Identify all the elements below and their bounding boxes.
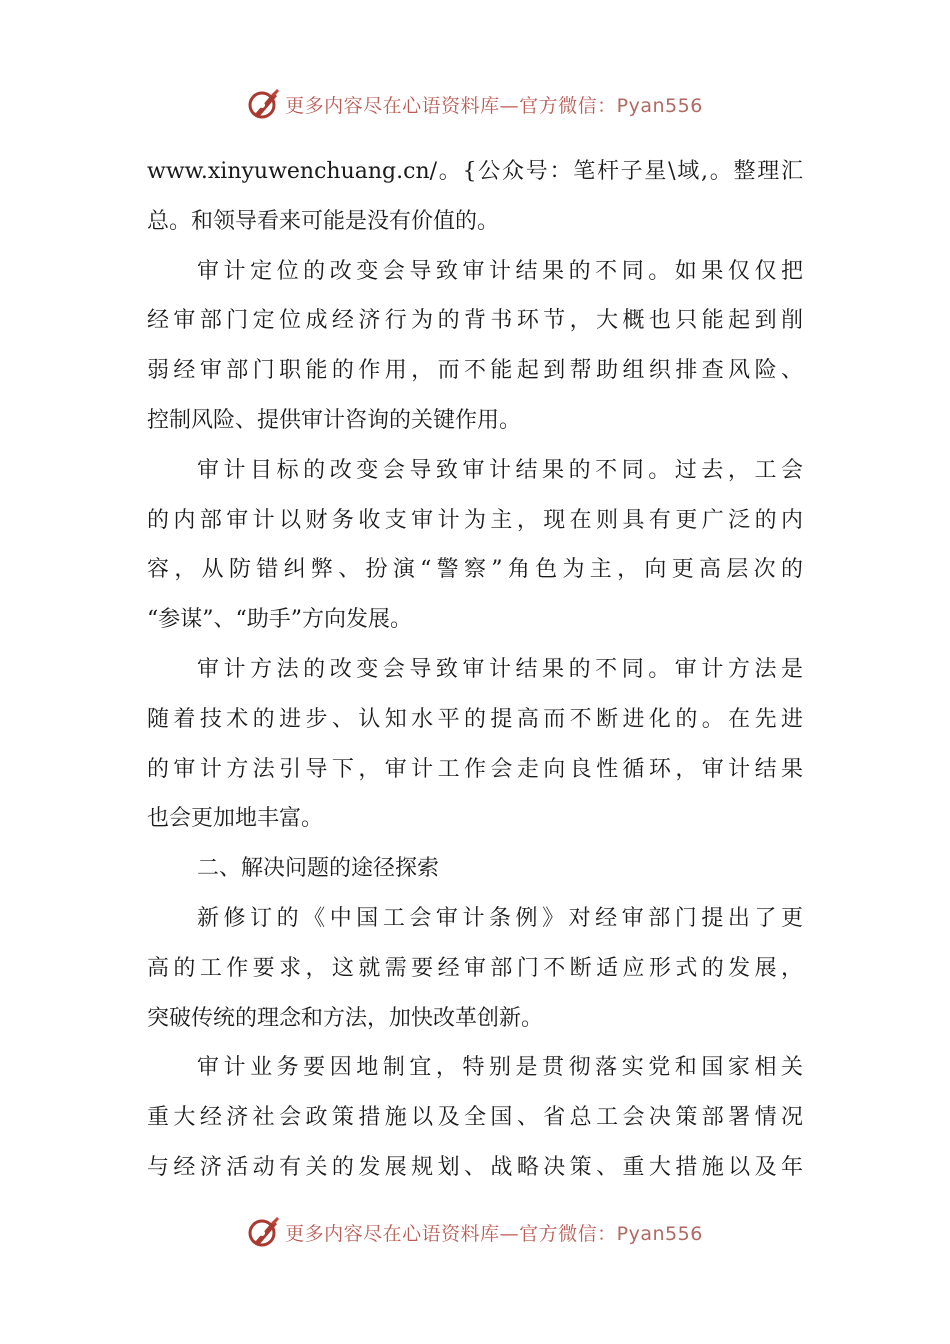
document-body: [147, 147, 803, 1193]
page-footer: [0, 1212, 950, 1252]
header-banner: [247, 87, 703, 121]
body-line: 与经济活动有关的发展规划、战略决策、重大措施以及年: [147, 1154, 803, 1180]
body-line: 的内部审计以财务收支审计为主，现在则具有更广泛的内: [147, 507, 803, 533]
body-line: 随着技术的进步、认知水平的提高而不断进化的。在先进: [147, 706, 803, 732]
body-line: 容，从防错纠弊、扮演“警察”角色为主，向更高层次的: [147, 557, 803, 583]
pen-logo-icon: [247, 87, 281, 121]
footer-contact: Pyan556: [616, 1222, 703, 1245]
body-line: 审计目标的改变会导致审计结果的不同。过去，工会: [197, 457, 803, 483]
body-line: 的审计方法引导下，审计工作会走向良性循环，审计结果: [147, 756, 803, 782]
body-line: 审计定位的改变会导致审计结果的不同。如果仅仅把: [197, 258, 803, 284]
header-contact: Pyan556: [616, 94, 703, 117]
body-line: 重大经济社会政策措施以及全国、省总工会决策部署情况: [147, 1105, 803, 1131]
header-prefix: 更多内容尽在心语资料库—官方微信：: [285, 94, 617, 117]
body-line: 高的工作要求，这就需要经审部门不断适应形式的发展，: [147, 955, 803, 981]
body-line: 审计方法的改变会导致审计结果的不同。审计方法是: [197, 656, 803, 682]
body-line: 也会更加地丰富。: [147, 806, 324, 832]
header-banner-text: [285, 91, 703, 118]
body-line: 审计业务要因地制宜，特别是贯彻落实党和国家相关: [197, 1055, 803, 1081]
body-line: www.xinyuwenchuang.cn/。{公众号：笔杆子星\域,。整理汇: [147, 159, 803, 184]
body-line: 弱经审部门职能的作用，而不能起到帮助组织排查风险、: [147, 358, 803, 384]
pen-logo-icon: [247, 1215, 281, 1249]
page-header: [0, 84, 950, 124]
body-line: 经审部门定位成经济行为的背书环节，大概也只能起到削: [147, 308, 803, 334]
body-line: “参谋”、“助手”方向发展。: [147, 607, 412, 633]
footer-banner-text: [285, 1219, 703, 1246]
body-line: 总。和领导看来可能是没有价值的。: [147, 208, 500, 234]
section-heading: 二、解决问题的途径探索: [197, 856, 440, 882]
body-line: 新修订的《中国工会审计条例》对经审部门提出了更: [197, 905, 803, 931]
body-line: 突破传统的理念和方法，加快改革创新。: [147, 1005, 544, 1031]
footer-prefix: 更多内容尽在心语资料库—官方微信：: [285, 1222, 617, 1245]
body-line: 控制风险、提供审计咨询的关键作用。: [147, 407, 522, 433]
footer-banner: [247, 1215, 703, 1249]
